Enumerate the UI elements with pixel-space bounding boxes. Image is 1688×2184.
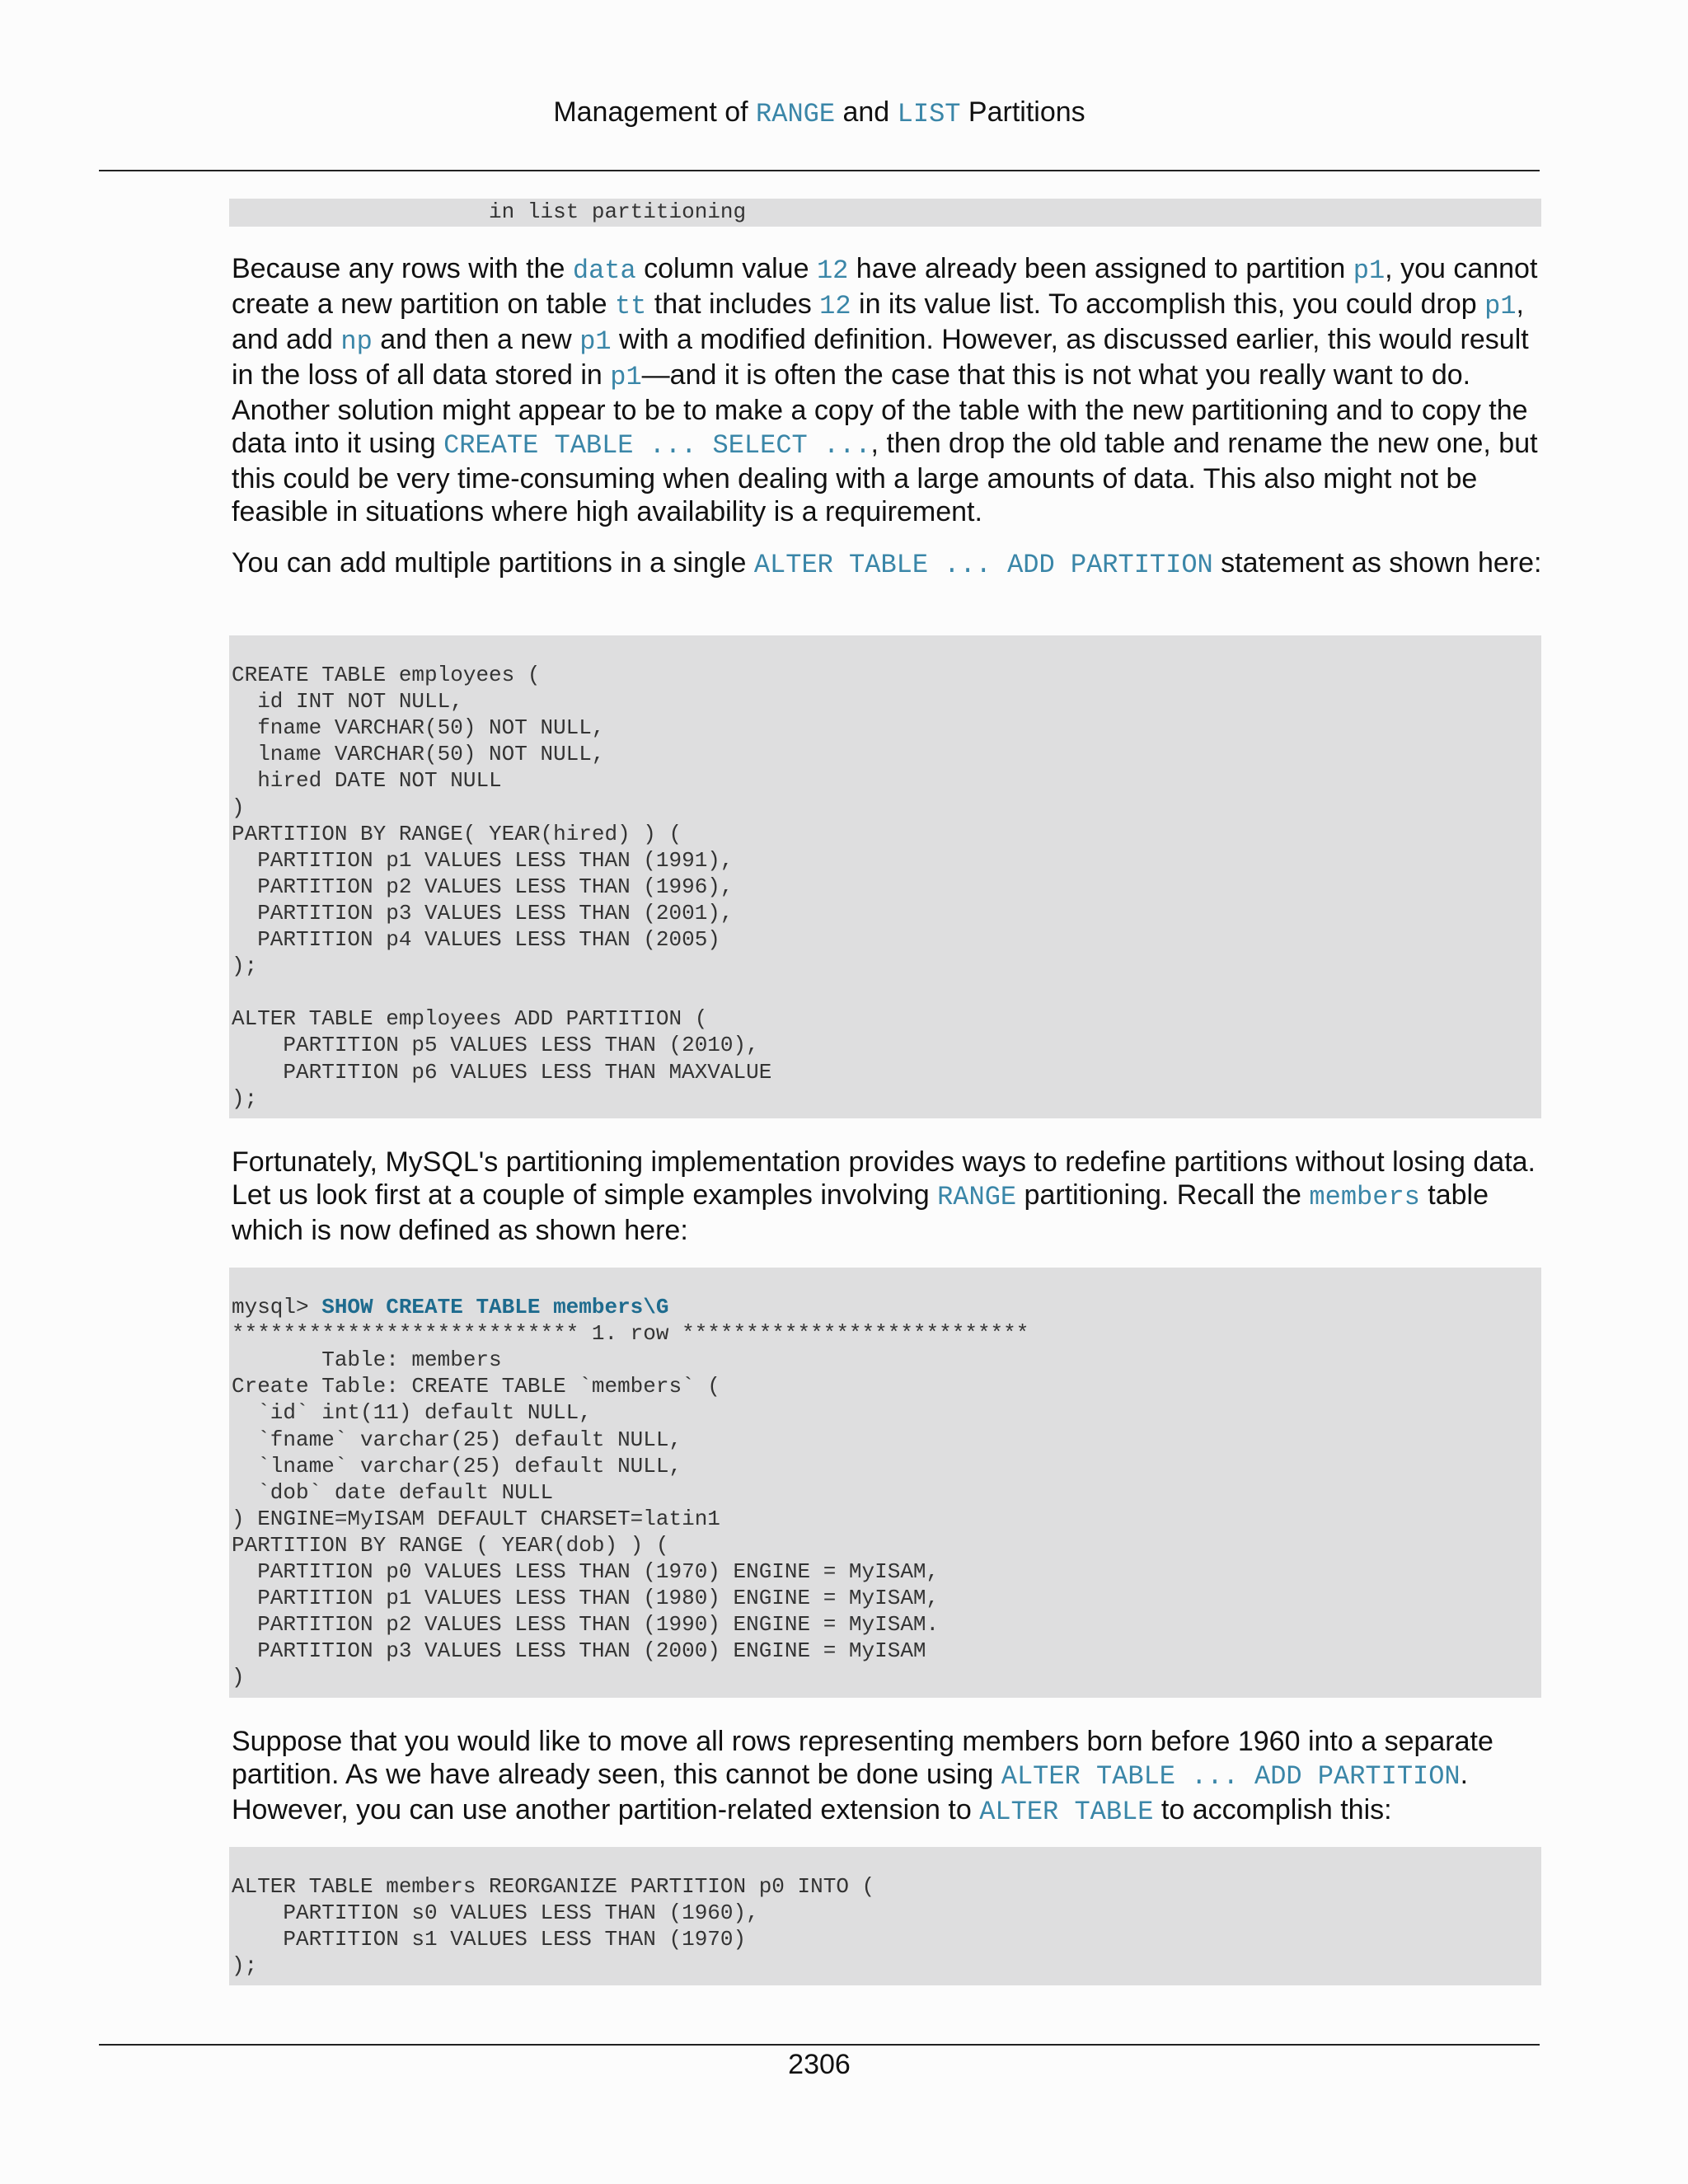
paragraph-redefine-partitions: Fortunately, MySQL's partitioning implementation provides ways to redefine partitions without losing data. Let us look first at a couple of simple examples involving RANGE partitioning. Recall the members table which is now defined as shown here: <box>232 1146 1536 1246</box>
header-list-keyword: LIST <box>897 99 961 129</box>
show-create-command: SHOW CREATE TABLE members\G <box>321 1295 669 1320</box>
header-divider <box>99 170 1540 171</box>
code-fragment: in list partitioning <box>229 199 1541 227</box>
header-title-prefix: Management of <box>553 96 757 128</box>
paragraph-add-multiple: You can add multiple partitions in a single ALTER TABLE ... ADD PARTITION statement as shown here: <box>232 547 1542 580</box>
paragraph-reorganize: Suppose that you would like to move all rows representing members born before 1960 into a separate partition. As we have already seen, this cannot be done using ALTER TABLE ... ADD PARTITION. However, you can use another partition-related extension to ALTER TABLE to accomplish this: <box>232 1726 1493 1827</box>
paragraph-partition-conflict: Because any rows with the data column value 12 have already been assigned to partition p1, you cannot create a new partition on table tt that includes 12 in its value list. To accomplish this, you could drop p1, and add np and then a new p1 with a modified definition. However, as discussed earlier, this would result in the loss of all data stored in p1—and it is often the case that this is not what you really want to do. Another solution might appear to be to make a copy of the table with the new partitioning and to copy the data into it using CREATE TABLE ... SELECT ..., then drop the old table and rename the new one, but this could be very time-consuming when dealing with a large amounts of data. This also might not be feasible in situations where high availability is a requirement. <box>232 253 1538 527</box>
header-and: and <box>835 96 898 128</box>
page-number: 2306 <box>788 2049 851 2080</box>
members-output: *************************** 1. row *************************** Table: members Create Table: CREATE TABLE `members` ( `id` int(11) default NULL, `fname` varchar(25) default NULL, `lname` varchar(25) default NULL, `dob` date default NULL ) ENGINE=MyISAM DEFAULT CHARSET=latin1 PARTITION BY RANGE ( YEAR(dob) ) ( PARTITION p0 VALUES LESS THAN (1970) ENGINE = MyISAM, PARTITION p1 VALUES LESS THAN (1980) ENGINE = MyISAM, PARTITION p2 VALUES LESS THAN (1990) ENGINE = MyISAM. PARTITION p3 VALUES LESS THAN (2000) ENGINE = MyISAM ) <box>232 1321 1029 1690</box>
mysql-prompt: mysql> <box>232 1295 309 1320</box>
header-range-keyword: RANGE <box>756 99 836 129</box>
page-header <box>99 94 1540 133</box>
footer-divider <box>99 2044 1540 2046</box>
code-block-members <box>229 1268 1541 1698</box>
code-block-reorganize: ALTER TABLE members REORGANIZE PARTITION p0 INTO ( PARTITION s0 VALUES LESS THAN (1960), PARTITION s1 VALUES LESS THAN (1970) ); <box>229 1847 1541 1985</box>
code-block-employees: CREATE TABLE employees ( id INT NOT NULL, fname VARCHAR(50) NOT NULL, lname VARCHAR(50) NOT NULL, hired DATE NOT NULL ) PARTITION BY RANGE( YEAR(hired) ) ( PARTITION p1 VALUES LESS THAN (1991), PARTITION p2 VALUES LESS THAN (1996), PARTITION p3 VALUES LESS THAN (2001), PARTITION p4 VALUES LESS THAN (2005) ); ALTER TABLE employees ADD PARTITION ( PARTITION p5 VALUES LESS THAN (2010), PARTITION p6 VALUES LESS THAN MAXVALUE ); <box>229 635 1541 1118</box>
header-title-suffix: Partitions <box>960 96 1085 128</box>
